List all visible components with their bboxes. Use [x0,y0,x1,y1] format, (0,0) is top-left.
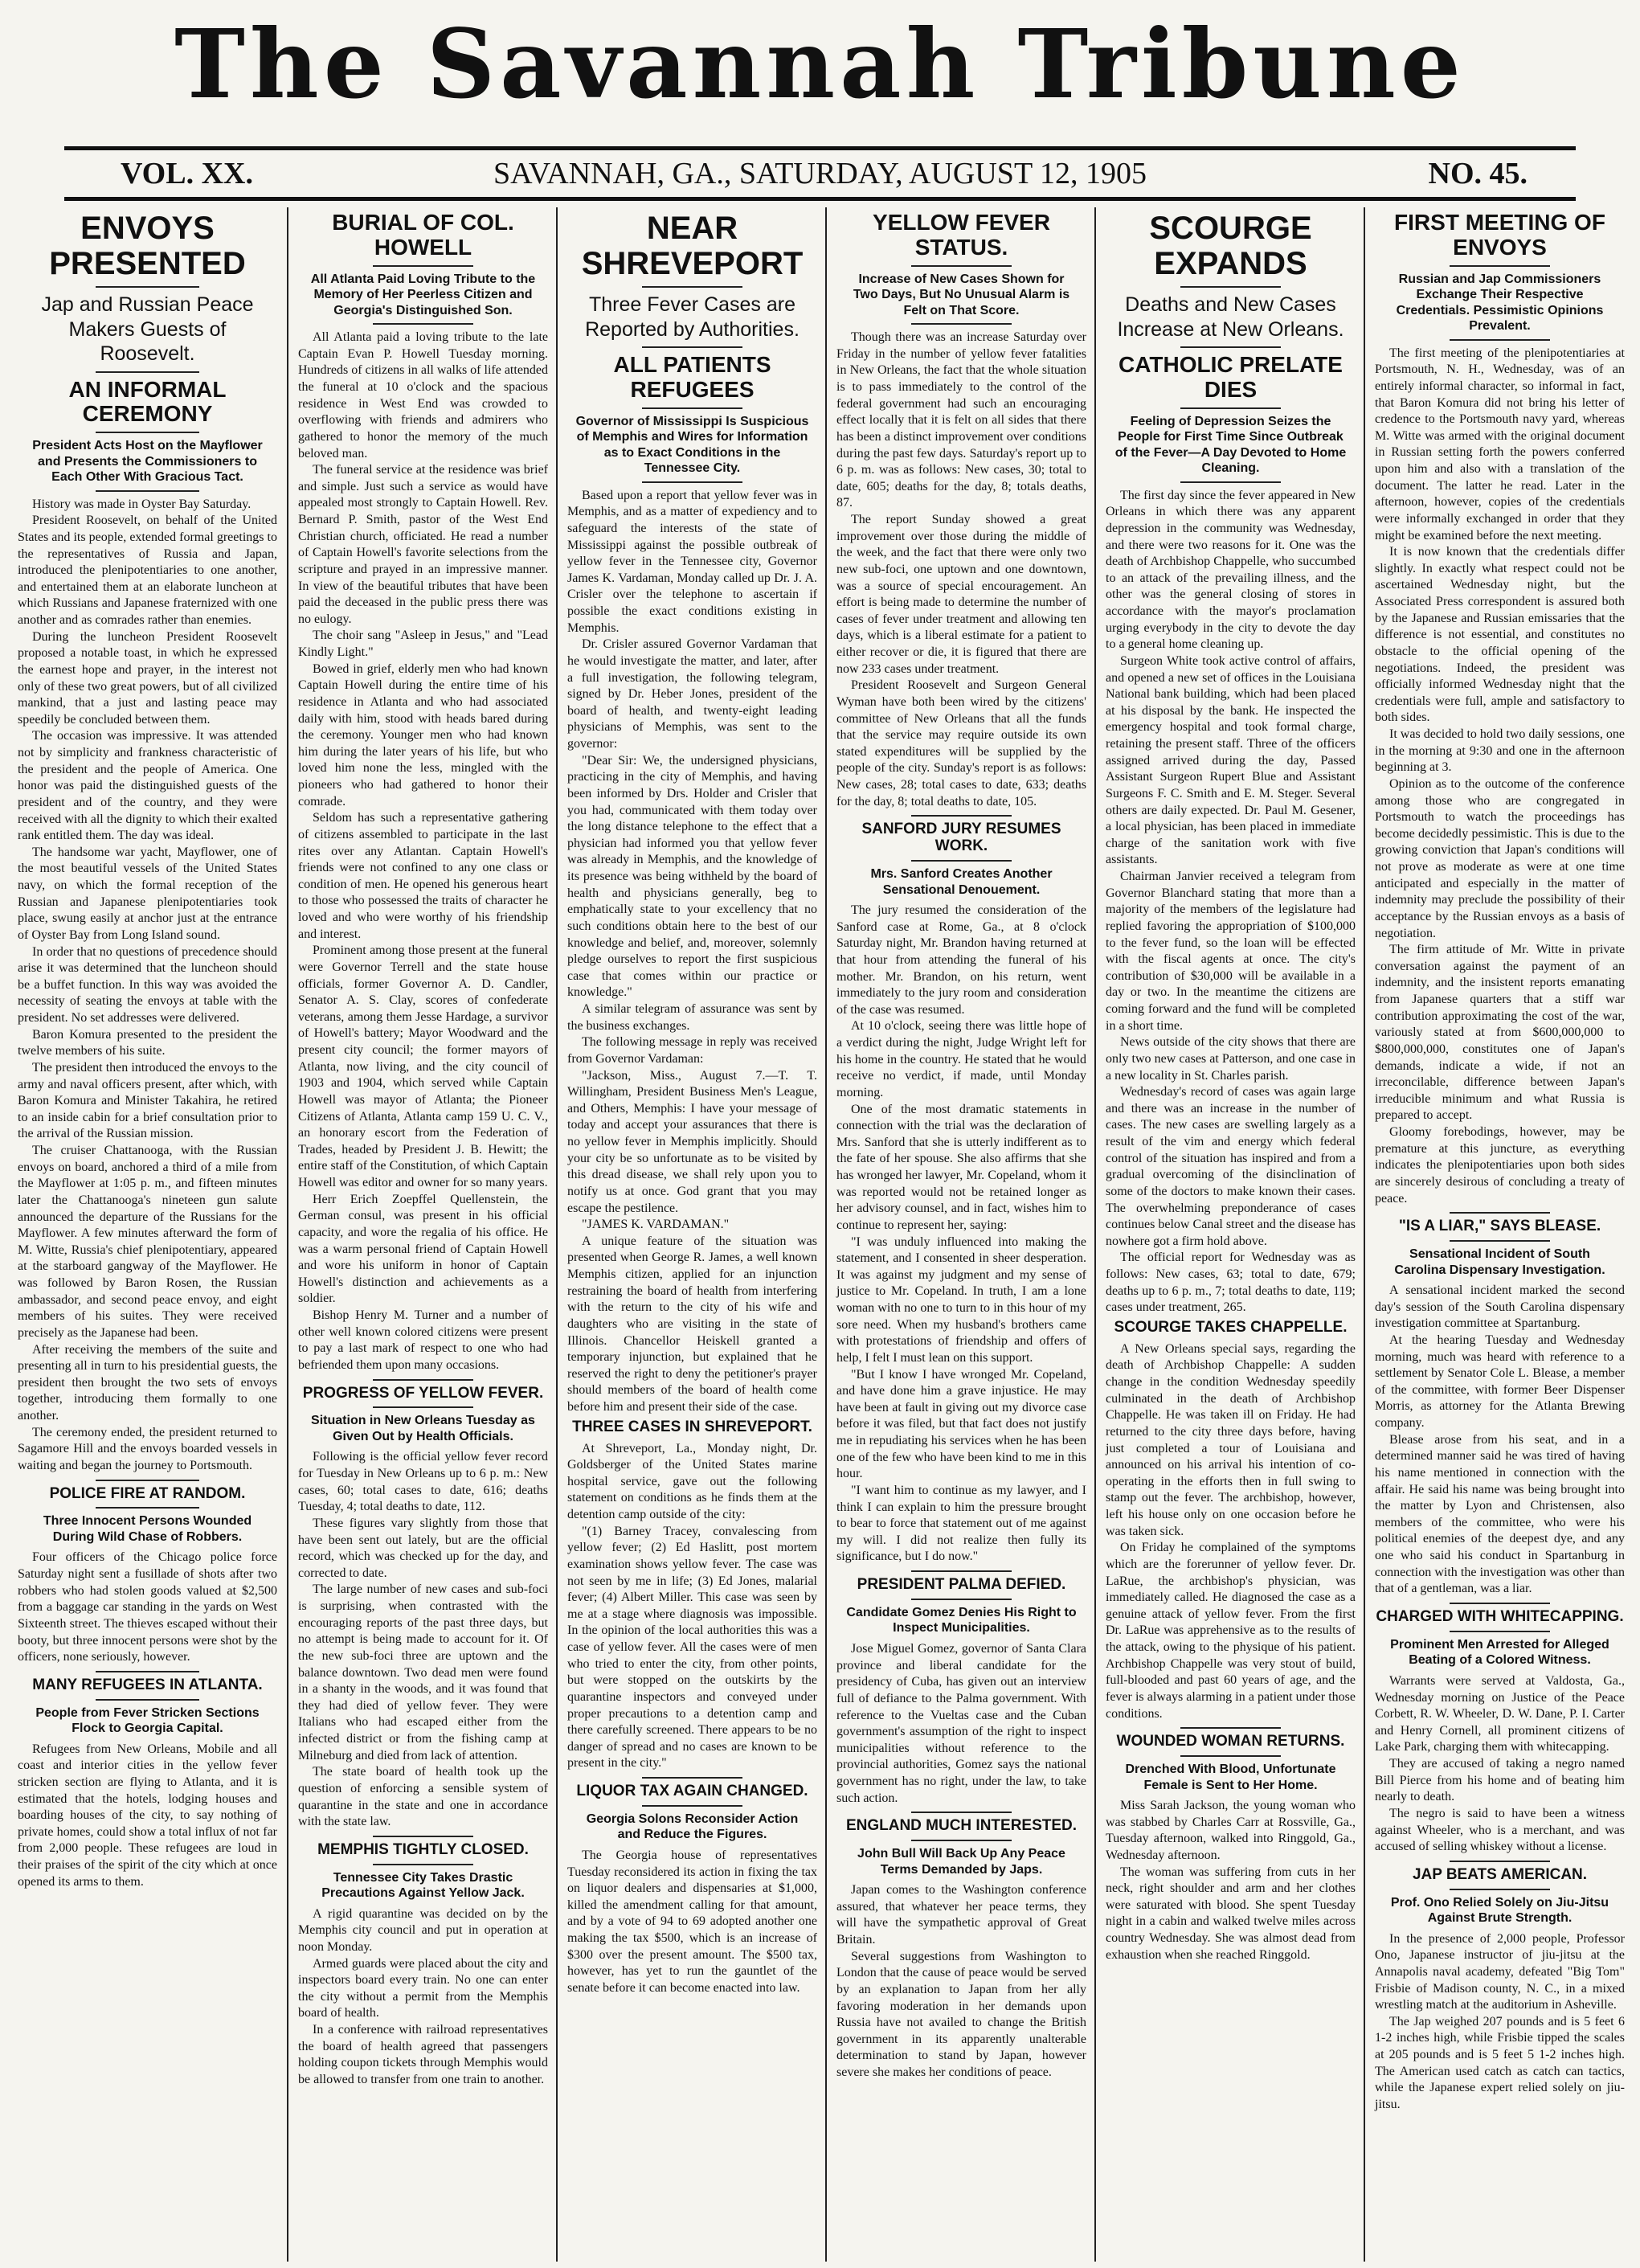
article-paragraph: The jury resumed the consideration of the Sanford case at Rome, Ga., at 8 o'clock Saturday night, Mr. Brandon having returned at that hour from attending the funeral of his mother. Mr. Brandon, on his return, went immediately to the jury room and consideration of the case was resumed. [836,903,1086,1017]
article-paragraph: A unique feature of the situation was presented when George R. James, a well known Memphis citizen, applied for an injunction restraining the board of health from interfering with the return to the city of his wife and daughters who are visiting in the state of Illinois. Chancellor Heiskell granted a temporary injunction, but explained that he reserved the right to deny the petitioner's prayer should members of the board of health come before him and present their side of the case. [567,1234,817,1414]
article-paragraph: The ceremony ended, the president returned to Sagamore Hill and the envoys boarded vessels in waiting and began the journey to Portsmouth. [18,1425,277,1472]
subheadline: Russian and Jap Commissioners Exchange Their Respective Credentials. Pessimistic Opinions Prevalent. [1396,272,1604,334]
subheadline: John Bull Will Back Up Any Peace Terms Demanded by Japs. [857,1847,1065,1877]
divider-rule [373,1379,472,1381]
subheadline: Prominent Men Arrested for Alleged Beating of a Colored Witness. [1390,1637,1609,1668]
headline: ENVOYS PRESENTED [49,211,246,281]
article-paragraph: The occasion was impressive. It was attended not by simplicity and frankness characteristic of the president and the people of America. One honor was paid the distinguished guests of the president and of the country, and they were received with all the dignity to which their exalted rank entitled them. The day was ideal. [18,729,277,843]
divider-rule [373,323,472,325]
headline: LIQUOR TAX AGAIN CHANGED. [576,1783,808,1800]
article-paragraph: The large number of new cases and sub-foci is surprising, when contrasted with the encouraging reports of the past three days, but no attempt is being made to account for it. Of the new sub-foci three are uptown and the balance downtown. Two dead men were found in a shanty in the woods, and it was found that they had died of yellow fever. They were Italians who had escaped either from the infected district or from the fishing camp at Milneburg and died from lack of attention. [298,1582,548,1762]
article-columns [8,207,1633,2262]
article-paragraph: On Friday he complained of the symptoms which are the forerunner of yellow fever. Dr. LaRue, the archbishop's physician, was immediately called. He diagnosed the case as a genuine attack of yellow fever. From the first Dr. LaRue was apprehensive as to the results of the attack, owing to the physique of his patient. Archbishop Chappelle was very stout of build, full-blooded and past 60 years of age, and the fever is always alarming in a patient under those conditions. [1106,1541,1356,1721]
article-paragraph: History was made in Oyster Bay Saturday. [32,497,252,511]
article-paragraph: The handsome war yacht, Mayflower, one of the most beautiful vessels of the United States navy, on which the formal reception of the Russian and Japanese plenipotentiaries took place, swung easily at anchor just at the entrance of Oyster Bay from Long Island sound. [18,845,277,942]
article-paragraph: A similar telegram of assurance was sent by the business exchanges. [567,1002,817,1033]
subheadline: Tennessee City Takes Drastic Precautions Against Yellow Jack. [321,1870,525,1901]
divider-rule [96,1699,199,1701]
divider-rule [1180,481,1280,483]
article-paragraph: The first meeting of the plenipotentiaries at Portsmouth, N. H., Wednesday, was of an entirely informal character, so informal in fact, that Baron Komura did not bring his letter of credence to the Portsmouth navy yard, whereas M. Witte was armed with the original document in Russian setting forth the powers conferred upon him and also with a translation of the document. The latter he read. Later in the afternoon, however, copies of the credentials were informally exchanged in order that they might be examined before the next meeting. [1375,346,1625,542]
article-paragraph: After receiving the members of the suite and presenting all in turn to his presidential guests, the president then brought the two sets of envoys together, introducing them formally to one another. [18,1342,277,1423]
article-paragraph: The funeral service at the residence was brief and simple. Just such a service as would have appealed most strongly to Captain Howell. Rev. Bernard P. Smith, pastor of the West End Christian church, officiated. He read a number of Captain Howell's favorite selections from the scripture and prayed in an impressive manner. In view of the beautiful tributes that have been paid the deceased in the public press there was no eulogy. [298,463,548,626]
headline: FIRST MEETING OF ENVOYS [1394,210,1605,260]
article-paragraph: Seldom has such a representative gathering of citizens assembled to participate in the last rites over any Atlantan. Captain Howell's friends were not confined to any one class or condition of men. He opened his generous heart to those who possessed the traits of character he loved and who were worthy of his friendship and interest. [298,811,548,941]
article-paragraph: The choir sang "Asleep in Jesus," and "Lead Kindly Light." [298,628,548,660]
divider-rule [911,1570,1011,1572]
divider-rule [96,1507,199,1509]
headline: ALL PATIENTS REFUGEES [613,352,771,402]
subheadline: Governor of Mississippi Is Suspicious of Memphis and Wires for Information as to Exact Conditions in the Tennessee City. [575,414,809,476]
subheadline: Georgia Solons Reconsider Action and Reduce the Figures. [586,1812,799,1842]
divider-rule [96,432,199,433]
article-paragraph: Gloomy forebodings, however, may be premature at this juncture, as everything indicates the plenipotentiaries upon both sides are sincerely desirous of concluding a treaty of peace. [1375,1125,1625,1206]
article-paragraph: The firm attitude of Mr. Witte in private conversation against the payment of an indemnity, and the insistent reports emanating from Japanese quarters that a stiff war contribution approximating the cost of the war, variously stated at from $600,000,000 to $800,000,000, constitutes one of Japan's demands, indicate a wide, if not an irreconcilable, difference between Japan's irreducible minimum and what Russia is prepared to accept. [1375,943,1625,1123]
divider-rule [911,1599,1011,1600]
article-paragraph: Prominent among those present at the funeral were Governor Terrell and the state house officials, former Governor A. D. Candler, Senator A. S. Clay, scores of confederate veterans, among them Jesse Hardage, a survivor of Howell's battery; Mayor Woodward and the present city council; the former mayors of Atlanta, now living, and the city council of 1903 and 1904, which served while Captain Howell was mayor of Atlanta; the Pioneer Citizens of Atlanta, Atlanta camp 159 U. C. V., an honorary escort from the Federation of Trades, headed by President J. B. Hewitt; the entire staff of the Constitution, of which Captain Howell was editor and owner for so many years. [298,944,548,1190]
headline: SCOURGE EXPANDS [1149,211,1312,281]
column-3 [556,207,827,2262]
article-paragraph: The president then introduced the envoys to the army and naval officers present, after which, with Baron Komura and Minister Takahira, he retired to an inside cabin for a brief consultation prior to the arrival of the Russian mission. [18,1060,277,1141]
headline: PRESIDENT PALMA DEFIED. [857,1576,1066,1594]
divider-rule [1180,1755,1280,1757]
article-paragraph: The Georgia house of representatives Tuesday reconsidered its action in fixing the tax on liquor dealers and dispensaries at $1,000, killed the amendment calling for that amount, and by a vote of 94 to 69 adopted another one making the tax $500, which is an increase of $300 over the present amount. The $500 tax, however, has yet to run the gauntlet of the senate before it can become enacted into law. [567,1848,817,1995]
divider-rule [1450,1861,1549,1862]
article-paragraph: Bishop Henry M. Turner and a number of other well known colored citizens were present to pay a last mark of respect to one who had befriended them upon many occasions. [298,1308,548,1372]
dateline-bar [64,146,1576,201]
article-paragraph: It was decided to hold two daily sessions, one in the morning at 9:30 and one in the afternoon beginning at 3. [1375,727,1625,775]
article-paragraph: A sensational incident marked the second day's session of the South Carolina dispensary investigation committee at Spartanburg. [1375,1283,1625,1331]
article-paragraph: Surgeon White took active control of affairs, and opened a new set of offices in the Louisiana National bank building, which had been placed at his disposal by the bank. He inspected the emergency hospital and took formal charge, retaining the present staff. Three of the officers assigned arrived during the day, Passed Assistant Surgeon Rupert Blue and Assistant Surgeons F. C. Smith and E. M. Steger. Several others are daily expected. Dr. Paul M. Gesener, a local physician, has been placed in immediate charge of the sanitation work with five assistants. [1106,653,1356,867]
article-paragraph: Japan comes to the Washington conference assured, that whatever her peace terms, they will have the sympathetic approval of Great Britain. [836,1883,1086,1947]
article-paragraph: At 10 o'clock, seeing there was little hope of a verdict during the night, Judge Wright left for his home in the country. He stated that he would receive no verdict, if made, until Monday morning. [836,1019,1086,1099]
article-paragraph: Refugees from New Orleans, Mobile and all coast and interior cities in the yellow fever stricken section are flying to Atlanta, and it is estimated that the hotels, lodging houses and boarding houses of the city, to say nothing of private homes, could show a total influx of not far from 2,000 people. These refugees are loud in their praises of the spirit of the city which at once opened its arms to them. [18,1742,277,1889]
divider-rule [911,265,1011,267]
headline: ENGLAND MUCH INTERESTED. [845,1817,1078,1835]
subheadline: People from Fever Stricken Sections Flock to Georgia Capital. [35,1705,260,1736]
headline: AN INFORMAL CEREMONY [68,376,227,427]
subheadline: Increase of New Cases Shown for Two Days, But No Unusual Alarm is Felt on That Score. [853,272,1070,317]
column-2 [287,207,558,2262]
article-paragraph: Opinion as to the outcome of the conference among those who are congregated in Portsmouth to watch the proceedings has become decidedly pessimistic. This is due to the growing conviction that Japan's conditions will not prove as moderate as were at one time anticipated and especially in the matter of indemnity may preclude the possibility of their acceptance by the Russian envoys as a basis of negotiation. [1375,776,1625,940]
divider-rule [1450,1889,1549,1890]
headline: POLICE FIRE AT RANDOM. [49,1484,246,1502]
article-paragraph: "I want him to continue as my lawyer, and I think I can explain to him the pressure brought to bear to force that statement out of me against my will. I did not realize then fully its significance, but I do now." [836,1483,1086,1564]
divider-rule [1450,339,1549,341]
divider-rule [642,346,742,348]
subheadline: Prof. Ono Relied Solely on Jiu-Jitsu Against Brute Strength. [1390,1895,1609,1926]
article-paragraph: Chairman Janvier received a telegram from Governor Blanchard stating that more than a majority of the members of the legislature had replied favoring the appropriation of $100,000 to the fever fund, so the loan will be effected with the fiscal agents at once. The city's contribution of $30,000 will be available in a day or two. In the meantime the citizens are coming forward and the fund will be completed in a short time. [1106,870,1356,1033]
article-paragraph: Armed guards were placed about the city and inspectors board every train. No one can enter the city without a permit from the Memphis board of health. [298,1956,548,2020]
divider-rule [373,1864,472,1865]
subheadline: Sensational Incident of South Carolina Dispensary Investigation. [1394,1247,1605,1277]
article-paragraph: Warrants were served at Valdosta, Ga., Wednesday morning on Justice of the Peace Corbett, R. W. Wheeler, D. W. Dane, P. I. Carter and Henry Cornell, all prominent citizens of Lake Park, charging them with whitecapping. [1375,1673,1625,1754]
subheadline: President Acts Host on the Mayflower and Presents the Commissioners to Each Other With Gracious Tact. [32,439,263,485]
divider-rule [1180,286,1280,288]
divider-rule [642,1777,742,1779]
headline: JAP BEATS AMERICAN. [1412,1865,1588,1883]
article-paragraph: Herr Erich Zoepffel Quellenstein, the German consul, was present in his official capacity, and wore the regalia of his office. He was a warm personal friend of Captain Howell and wore his uniform in honor of Captain Howell's distinction and achievements as a soldier. [298,1192,548,1306]
divider-rule [373,1406,472,1408]
divider-rule [1180,407,1280,409]
article-paragraph: The first day since the fever appeared in New Orleans in which there was any apparent depression in the community was Wednesday, and there were two reasons for it. One was the death of Archbishop Chappelle, who succumbed to an attack of the prevailing illness, and the other was the general closing of stores in accordance with the mayor's proclamation urging everybody in the city to devote the day to a general home cleaning up. [1106,488,1356,652]
article-paragraph: The report Sunday showed a great improvement over those during the middle of the week, and the fact that there were only two new sub-foci, one uptown and one downtown, was a source of special encouragement. An effort is being made to determine the number of cases of fever under treatment and allowing ten days, which is a liberal estimate for a patient to either recover or die, it is figured that there are now 233 cases under treatment. [836,513,1086,676]
article-paragraph: Wednesday's record of cases was again large and there was an increase in the number of cases. The new cases are swelling largely as a result of the vim and energy which federal control of the situation has inspired and from a gradual overcoming of the disinclination of some of the doctors to make known their cases. The overwhelming preponderance of cases continues below Canal street and the disease has nowhere got a firm hold above. [1106,1085,1356,1248]
divider-rule [642,286,742,288]
divider-rule [1450,1212,1549,1214]
divider-rule [911,860,1011,862]
headline: BURIAL OF COL. HOWELL [332,210,514,260]
headline: CHARGED WITH WHITECAPPING. [1376,1607,1624,1625]
divider-rule [96,1671,199,1672]
headline: NEAR SHREVEPORT [581,211,804,281]
article-paragraph: President Roosevelt and Surgeon General Wyman have both been wired by the citizens' committee of New Orleans that all the funds that the service may require outside its own stated expenditures will be supplied by the people of the city. Sunday's report is as follows: New cases, 28; total cases to date, 633; deaths for the day, 8; total deaths to date, 105. [836,678,1086,809]
article-paragraph: Based upon a report that yellow fever was in Memphis, and as a matter of expediency and to safeguard the interests of the state of Mississippi against the possible outbreak of yellow fever in the Tennessee city, Governor James K. Vardaman, Monday called up Dr. J. A. Crisler over the telephone to ascertain if possible the exact conditions existing in Memphis. [567,488,817,635]
issue-number: NO. 45. [1428,157,1528,190]
article-paragraph: During the luncheon President Roosevelt proposed a notable toast, in which he expressed the earnest hope and prayer, in the interest not only of these two great powers, but of all civilized mankind, that a just and lasting peace may speedily be concluded between them. [18,629,277,727]
divider-rule [911,323,1011,325]
headline: SANFORD JURY RESUMES WORK. [861,821,1061,855]
subheadline: Jap and Russian Peace Makers Guests of Roosevelt. [41,293,254,365]
subheadline: Three Fever Cases are Reported by Authorities. [585,293,800,341]
divider-rule [373,1836,472,1837]
divider-rule [1450,1603,1549,1604]
divider-rule [1180,1727,1280,1729]
article-paragraph: Several suggestions from Washington to London that the cause of peace would be served by an explanation to Japan from her ally favoring moderation in her demands upon Russia have not availed to change the British government in its apparently unalterable determination to stand by Japan, however severe she makes her conditions of peace. [836,1949,1086,2080]
divider-rule [642,1805,742,1807]
volume-number: VOL. XX. [121,157,253,190]
article-paragraph: Baron Komura presented to the president the twelve members of his suite. [18,1027,277,1058]
article-paragraph: "JAMES K. VARDAMAN." [582,1218,730,1232]
article-paragraph: "Jackson, Miss., August 7.—T. T. Willingham, President Business Men's League, and Others, Memphis: I have your message of today and accept your assurances that there is no yellow fever in Memphis implicitly. Should your city be so unfortunate as to be visited by this dread disease, we shall rely upon you to notify us at once. God grant that you may escape the pestilence. [567,1068,817,1215]
article-paragraph: In the presence of 2,000 people, Professor Ono, Japanese instructor of jiu-jitsu at the Annapolis naval academy, defeated "Big Tom" Frisbie of Madison county, N. C., in a mixed wrestling match at the auditorium in Asheville. [1375,1931,1625,2012]
article-paragraph: "But I know I have wronged Mr. Copeland, and have done him a grave injustice. He may have been at fault in giving out my divorce case before it was filed, but that fact does not justify me in repudiating his services when he has been one of the few who have been kind to me in this hour. [836,1367,1086,1481]
article-paragraph: Following is the official yellow fever record for Tuesday in New Orleans up to 6 p. m.: New cases, 60; total cases to date, 616; deaths Tuesday, 4; total deaths to date, 112. [298,1450,548,1514]
article-paragraph: "(1) Barney Tracey, convalescing from yellow fever; (2) Ed Haslitt, post mortem examination shows yellow fever. The case was not seen by me in life; (3) Ed Jones, malarial fever; (4) Albert Miller. This case was seen by me at a stage where diagnosis was impossible. In the opinion of the local authorities this was a case of yellow fever. All the cases were of men who tried to enter the city, from other points, but were stopped on the outskirts by the quarantine inspectors and conveyed under proper precautions to a detention camp and there carefully screened. There appears to be no danger of spread and no cases are known to be present in the city." [567,1524,817,1771]
subheadline: Drenched With Blood, Unfortunate Female is Sent to Her Home. [1125,1762,1336,1792]
divider-rule [1450,265,1549,267]
divider-rule [911,1812,1011,1813]
masthead-title: The Savannah Tribune [174,8,1466,120]
column-4 [825,207,1096,2262]
article-paragraph: Though there was an increase Saturday over Friday in the number of yellow fever fatalities in New Orleans, the fact that the whole situation is to pass immediately to the control of the federal government had such an encouraging effect locally that it is felt on all sides that there has been a distinct improvement over conditions during the past few days. Saturday's report up to 6 p. m. was as follows: New cases, 30; total to date, 605; deaths for the day, 8; totals deaths, 87. [836,330,1086,510]
headline: MEMPHIS TIGHTLY CLOSED. [317,1840,529,1858]
article-paragraph: The Jap weighed 207 pounds and is 5 feet 6 1-2 inches high, while Frisbie tipped the scales at 205 pounds and is 5 feet 5 1-2 inches high. The American used catch as catch can tactics, while the Japanese expert relied solely on jiu-jitsu. [1375,2014,1625,2111]
article-paragraph: It is now known that the credentials differ slightly. In exactly what respect could not be ascertained Wednesday night, but the Associated Press correspondent is assured both by the Japanese and Russian emissaries that the difference is not essential, and constitutes no obstacle to the official opening of the negotiations. Indeed, the president was officially informed Wednesday night that the credentials were full, ample and satisfactory to both sides. [1375,545,1625,725]
article-paragraph: Blease arose from his seat, and in a determined manner said he was tired of having his name mentioned in connection with the affair. He said his name was being brought into the matter by Lyon and Christensen, also members of the committee, who were his political enemies of the deepest dye, and any one who said his conduct in Spartanburg in connection with the investigation was other than that of a gentleman, was a liar. [1375,1432,1625,1596]
article-paragraph: Miss Sarah Jackson, the young woman who was stabbed by Charles Carr at Rossville, Ga., Tuesday afternoon, walked into Ringgold, Ga., Wednesday afternoon. [1106,1799,1356,1862]
subheadline: Deaths and New Cases Increase at New Orleans. [1117,293,1344,341]
article-paragraph: "I was unduly influenced into making the statement, and I consented in sheer desperation. It was against my judgment and my sense of justice to Mr. Copeland. In truth, I am a lone woman with no one to turn to in this hour of my sore need. When my husband's brothers came with protestations of friendship and offers of help, I felt I must lean on this support. [836,1234,1086,1365]
article-paragraph: News outside of the city shows that there are only two new cases at Patterson, and one case in a new locality in St. Charles parish. [1106,1035,1356,1083]
subheadline: Situation in New Orleans Tuesday as Given Out by Health Officials. [311,1414,535,1443]
divider-rule [96,490,199,492]
divider-rule [911,815,1011,817]
headline: SCOURGE TAKES CHAPPELLE. [1114,1318,1348,1336]
divider-rule [642,407,742,409]
subheadline: Feeling of Depression Seizes the People for First Time Since Outbreak of the Fever—A Day Devoted to Home Cleaning. [1114,414,1347,476]
headline: CATHOLIC PRELATE DIES [1119,352,1343,402]
headline: THREE CASES IN SHREVEPORT. [572,1418,812,1435]
article-paragraph: The cruiser Chattanooga, with the Russian envoys on board, anchored a third of a mile from the Mayflower at 1:05 p. m., and fifteen minutes later the Chattanooga's nineteen gun salute announced the departure of the Russians for the Mayflower. A few minutes afterward the form of M. Witte, Russia's chief plenipotentiary, appeared at the starboard gangway of the Mayflower. He was followed by Baron Rosen, the Russian ambassador, and second peace envoy, and eight members of his suites. They were received precisely as the Japanese had been. [18,1144,277,1340]
place-date: SAVANNAH, GA., SATURDAY, AUGUST 12, 1905 [493,157,1147,190]
subheadline: Three Innocent Persons Wounded During Wild Chase of Robbers. [43,1514,252,1544]
article-paragraph: The state board of health took up the question of enforcing a sensible system of quarantine in the state and one in accordance with the state law. [298,1765,548,1829]
article-paragraph: At Shreveport, La., Monday night, Dr. Goldsberger of the United States marine hospital service, gave out the following statement on conditions as he finds them at the detention camp outside of the city: [567,1441,817,1522]
article-paragraph: In a conference with railroad representatives the board of health agreed that passengers holding coupon tickets through Memphis would be allowed to transfer from one train to another. [298,2023,548,2086]
headline: WOUNDED WOMAN RETURNS. [1116,1733,1345,1750]
divider-rule [911,1840,1011,1841]
article-paragraph: The official report for Wednesday was as follows: New cases, 63; total to date, 679; deaths up to 6 p. m., 7; total deaths to date, 119; cases under treatment, 265. [1106,1251,1356,1315]
article-paragraph: At the hearing Tuesday and Wednesday morning, much was heard with reference to a settlement by Senator Cole L. Blease, a member of the committee, with former Beer Dispenser Morris, as attorney for the Atlanta Brewing company. [1375,1333,1625,1431]
article-paragraph: One of the most dramatic statements in connection with the trial was the declaration of Mrs. Sanford that she is utterly indifferent as to the fate of her spouse. She also affirms that she has wronged her lawyer, Mr. Copeland, whom it was reported would not be retained longer as her advisory counsel, and in fact, wishes him to continue to represent her, saying: [836,1102,1086,1232]
article-paragraph: Jose Miguel Gomez, governor of Santa Clara province and liberal candidate for the presidency of Cuba, has given out an interview full of defiance to the Palma government. With reference to the Vueltas case and the Cuban government's assumption of the right to inspect municipalities without reference to the provincial authorities, Gomez says the national government has no right, under the law, to take such action. [836,1642,1086,1805]
article-paragraph: The negro is said to have been a witness against Wheeler, who is a merchant, and was accused of selling whiskey without a license. [1375,1806,1625,1854]
divider-rule [96,286,199,288]
divider-rule [96,371,199,373]
article-paragraph: "Dear Sir: We, the undersigned physicians, practicing in the city of Memphis, and having been informed by Drs. Holder and Crisler that you had, communicated with them today over the long distance telephone to the effect that a physician had informed you that yellow fever was already in Memphis, and the knowledge of its presence was being withheld by the board of health and physicians generally, beg to emphatically state to your excellency that no such conditions obtain here to the best of our knowledge and belief, and, moreover, solemnly pledge ourselves to report the first suspicious case that comes within our practice or knowledge." [567,753,817,1000]
column-6 [1364,207,1634,2262]
column-1 [8,207,287,2262]
divider-rule [1180,346,1280,348]
article-paragraph: Four officers of the Chicago police force Saturday night sent a fusillade of shots after two robbers who had stolen goods valued at $2,500 from a baggage car standing in the yards on West Sixteenth street. The thieves escaped without their booty, but three innocent persons were shot by the officers, none seriously, however. [18,1550,277,1664]
article-paragraph: All Atlanta paid a loving tribute to the late Captain Evan P. Howell Tuesday morning. Hundreds of citizens in all walks of life attended the funeral at 10 o'clock and the spacious residence in West End was crowded to overflowing with friends and admirers who gathered to honor the memory of the much beloved man. [298,330,549,461]
article-paragraph: A New Orleans special says, regarding the death of Archbishop Chappelle: A sudden change in the condition Wednesday speedily culminated in the death of Archbishop Chappelle. He was taken ill on Friday. He had returned to the city three days before, having just completed a tour of Louisiana and announced on his arrival his intention of co-operating in the efforts then in full swing to stamp out the fever. The archbishop, however, left his house only on one occasion before he was taken sick. [1106,1341,1356,1538]
subheadline: All Atlanta Paid Loving Tribute to the Memory of Her Peerless Citizen and Georgia's Distinguished Son. [310,272,536,317]
article-paragraph: These figures vary slightly from those that have been sent out lately, but are the official record, which was checked up for the day, and corrected to date. [298,1516,548,1580]
article-paragraph: Bowed in grief, elderly men who had known Captain Howell during the entire time of his residence in Atlanta and who had associated daily with him, stood with heads bared during the ceremony. Younger men who had known him during the later years of his life, but who loved him none the less, mingled with the pioneers who had gathered to honor their comrade. [298,661,548,809]
headline: PROGRESS OF YELLOW FEVER. [302,1384,544,1402]
headline: "IS A LIAR," SAYS BLEASE. [1398,1218,1601,1235]
divider-rule [1450,1631,1549,1632]
divider-rule [96,1480,199,1481]
headline: YELLOW FEVER STATUS. [873,210,1050,260]
headline: MANY REFUGEES IN ATLANTA. [32,1676,263,1693]
divider-rule [642,481,742,483]
article-paragraph: Dr. Crisler assured Governor Vardaman that he would investigate the matter, and later, after a full investigation, the following telegram, signed by Dr. Heber Jones, president of the board of health, and twenty-eight leading physicians of Memphis, was sent to the governor: [567,637,817,751]
article-paragraph: The following message in reply was received from Governor Vardaman: [567,1035,817,1066]
article-paragraph: President Roosevelt, on behalf of the United States and its people, extended formal greetings to the representatives of Russia and Japan, introduced the plenipotentiaries to one another, and entertained them at an elaborate luncheon at which Russians and Japanese fraternized with one another and as comrades rather than enemies. [18,514,277,628]
article-paragraph: The woman was suffering from cuts in her neck, right shoulder and arm and her clothes were saturated with blood. She spent Tuesday night in a cabin and walked twelve miles across country Wednesday. She was almost dead from exhaustion when she reached Ringgold. [1106,1865,1356,1962]
divider-rule [1450,1240,1549,1242]
divider-rule [373,265,472,267]
subheadline: Mrs. Sanford Creates Another Sensational Denouement. [870,867,1053,897]
column-5 [1094,207,1365,2262]
article-paragraph: In order that no questions of precedence should arise it was determined that the luncheon should be a buffet function. In this way was avoided the necessity of seating the envoys at table with the president. No set addresses were delivered. [18,944,277,1026]
article-paragraph: A rigid quarantine was decided on by the Memphis city council and put in operation at noon Monday. [298,1906,548,1954]
subheadline: Candidate Gomez Denies His Right to Inspect Municipalities. [846,1605,1077,1635]
article-paragraph: They are accused of taking a negro named Bill Pierce from his home and of beating him nearly to death. [1375,1757,1625,1804]
